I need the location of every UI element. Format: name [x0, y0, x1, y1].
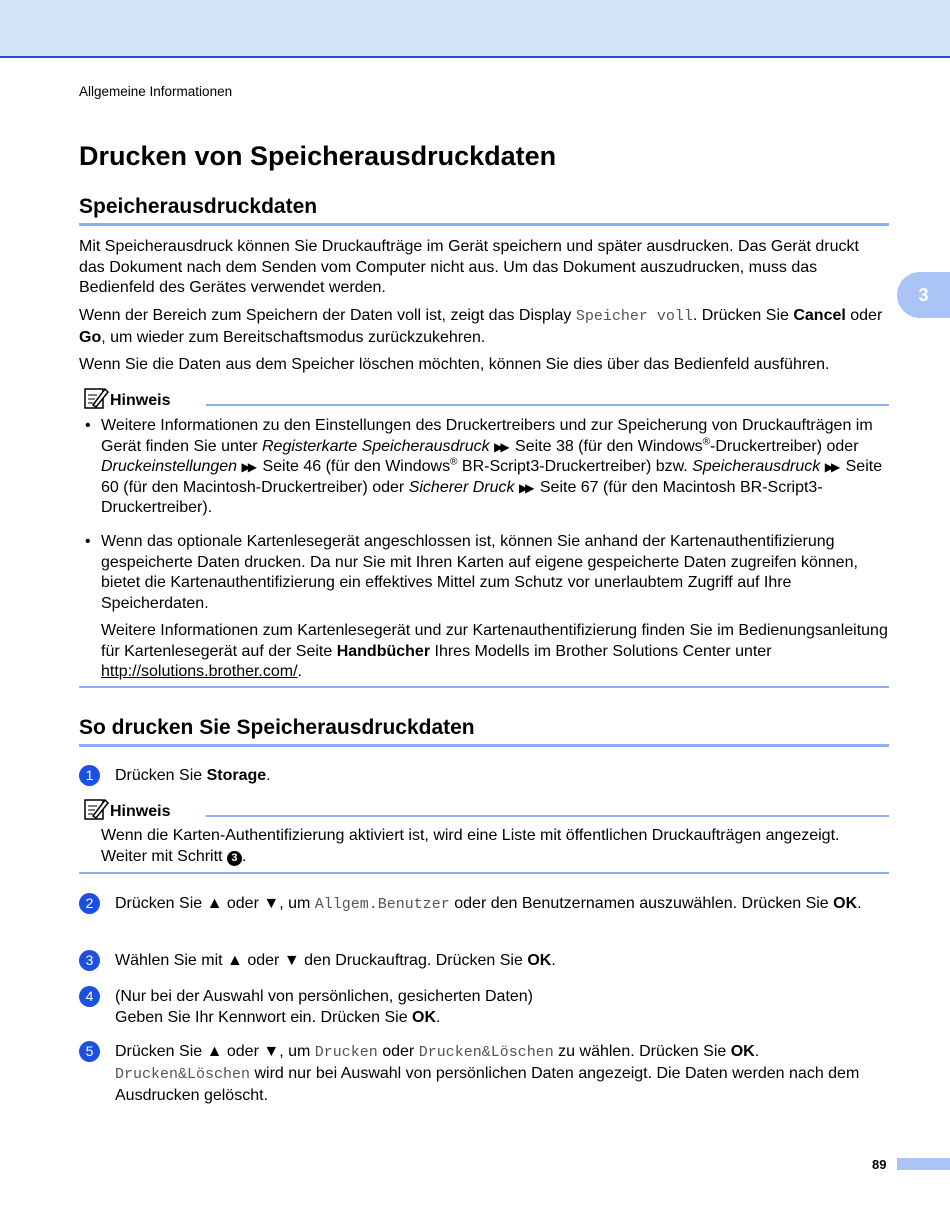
note-end-rule — [79, 686, 889, 688]
step-number-badge: 5 — [79, 1041, 100, 1062]
step-number-badge: 1 — [79, 765, 100, 786]
page-title: Drucken von Speicherausdruckdaten — [79, 141, 557, 171]
intro-paragraph: Mit Speicherausdruck können Sie Druckaufträge im Gerät speichern und später ausdrucken. Das Gerät druckt das Dokument nach dem Senden vom Computer nicht aus. Um das Dokument auszudrucken, muss das Bedienfeld des Gerätes verwendet werden. — [79, 238, 859, 296]
note-pencil-icon — [83, 797, 109, 821]
display-option: Drucken&Löschen — [115, 1066, 251, 1083]
bullet-dot: • — [85, 533, 91, 550]
page-number: 89 — [872, 1157, 887, 1172]
page-number-bar — [897, 1158, 950, 1170]
link-speicherausdruck[interactable]: Speicherausdruck — [692, 458, 821, 475]
display-option: Drucken — [314, 1044, 378, 1061]
step-number-badge: 2 — [79, 893, 100, 914]
running-head: Allgemeine Informationen — [79, 84, 233, 99]
link-registerkarte-speicherausdruck[interactable]: Registerkarte Speicherausdruck — [261, 437, 490, 455]
ok-key-label: OK — [730, 1043, 755, 1060]
up-arrow-icon: ▲ — [206, 895, 223, 912]
link-sicherer-druck[interactable]: Sicherer Druck — [408, 478, 515, 496]
section-heading-speicherausdruckdaten: Speicherausdruckdaten — [79, 195, 889, 226]
storage-key-label: Storage — [206, 767, 267, 784]
display-message: Speicher voll — [575, 308, 693, 325]
down-arrow-icon: ▼ — [283, 952, 300, 969]
delete-paragraph: Wenn Sie die Daten aus dem Speicher löschen möchten, können Sie dies über das Bedienfeld ausführen. — [79, 356, 830, 373]
header-band — [0, 0, 950, 58]
up-arrow-icon: ▲ — [227, 952, 243, 969]
section-heading-so-drucken: So drucken Sie Speicherausdruckdaten — [79, 716, 889, 747]
note-header — [79, 386, 889, 412]
display-option: Drucken&Löschen — [418, 1044, 554, 1061]
go-key-label: Go — [79, 328, 102, 346]
solutions-center-link[interactable]: http://solutions.brother.com/ — [101, 663, 298, 680]
step-number-badge: 4 — [79, 986, 100, 1007]
display-paragraph: Wenn der Bereich zum Speichern der Daten voll ist, zeigt das Display Speicher voll. Drücken Sie Cancel oder Go, um wieder zum Bereitschaftsmodus zurückzukehren. — [79, 307, 883, 346]
down-arrow-icon: ▼ — [263, 1043, 280, 1060]
down-arrow-icon: ▼ — [263, 895, 280, 912]
up-arrow-icon: ▲ — [206, 1043, 223, 1060]
cross-reference-arrow-icon: ▶▶ — [241, 460, 254, 474]
handbuecher-label: Handbücher — [336, 642, 431, 660]
cross-reference-arrow-icon: ▶▶ — [518, 480, 532, 495]
display-option: Allgem.Benutzer — [314, 896, 450, 913]
note-header — [79, 797, 889, 823]
step-number-badge: 3 — [79, 950, 100, 971]
note-pencil-icon — [83, 386, 109, 410]
note-end-rule — [79, 872, 889, 874]
chapter-tab: 3 — [897, 272, 950, 318]
note-rule — [206, 404, 889, 406]
link-druckeinstellungen[interactable]: Druckeinstellungen — [101, 458, 238, 475]
cross-reference-arrow-icon: ▶▶ — [494, 439, 507, 454]
ok-key-label: OK — [527, 952, 552, 969]
ok-key-label: OK — [412, 1009, 437, 1026]
note-label: Hinweis — [110, 803, 171, 820]
cross-reference-arrow-icon: ▶▶ — [824, 460, 838, 474]
cancel-key-label: Cancel — [793, 307, 846, 324]
step-reference-badge: 3 — [227, 851, 242, 866]
note-label: Hinweis — [110, 392, 171, 409]
bullet-dot: • — [85, 417, 91, 434]
ok-key-label: OK — [833, 895, 858, 912]
note-rule — [206, 815, 889, 817]
